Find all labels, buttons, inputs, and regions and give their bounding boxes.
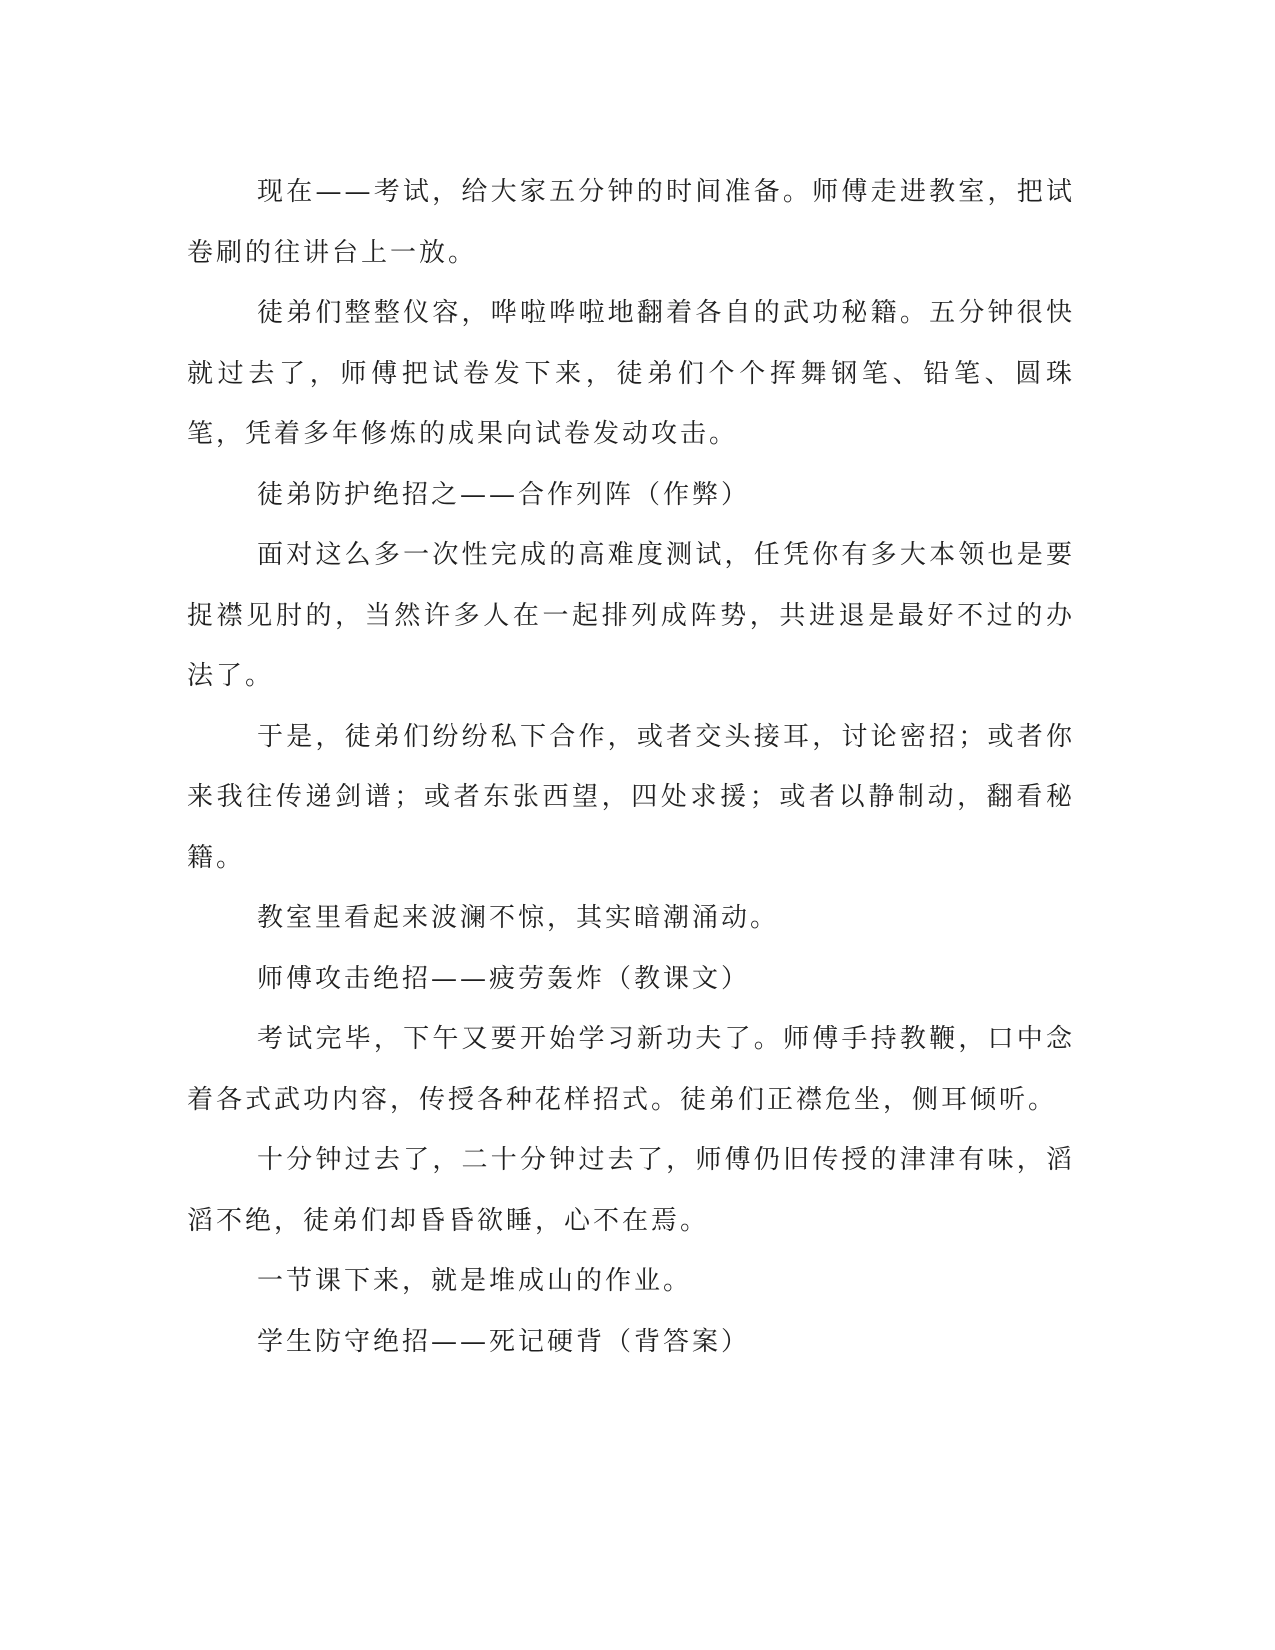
paragraph-4: 面对这么多一次性完成的高难度测试，任凭你有多大本领也是要捉襟见肘的，当然许多人在一起排列成阵势，共进退是最好不过的办法了。 bbox=[187, 540, 1075, 691]
paragraph-3: 徒弟防护绝招之——合作列阵（作弊） bbox=[257, 479, 751, 510]
paragraph-1: 现在——考试，给大家五分钟的时间准备。师傅走进教室，把试卷刷的往讲台上一放。 bbox=[187, 177, 1075, 268]
paragraph-9: 十分钟过去了，二十分钟过去了，师傅仍旧传授的津津有味，滔滔不绝，徒弟们却昏昏欲睡，心不在焉。 bbox=[187, 1145, 1075, 1236]
paragraph-6: 教室里看起来波澜不惊，其实暗潮涌动。 bbox=[257, 903, 780, 933]
paragraph-11: 学生防守绝招——死记硬背（背答案） bbox=[257, 1326, 751, 1357]
paragraph-10: 一节课下来，就是堆成山的作业。 bbox=[257, 1266, 693, 1296]
paragraph-5: 于是，徒弟们纷纷私下合作，或者交头接耳，讨论密招；或者你来我往传递剑谱；或者东张西望，四处求援；或者以静制动，翻看秘籍。 bbox=[187, 721, 1075, 873]
paragraph-7: 师傅攻击绝招——疲劳轰炸（教课文） bbox=[257, 963, 751, 994]
paragraph-2: 徒弟们整整仪容，哗啦哗啦地翻着各自的武功秘籍。五分钟很快就过去了，师傅把试卷发下来，徒弟们个个挥舞钢笔、铅笔、圆珠笔，凭着多年修炼的成果向试卷发动攻击。 bbox=[187, 298, 1075, 449]
document-body bbox=[187, 162, 1075, 1372]
paragraph-8: 考试完毕，下午又要开始学习新功夫了。师傅手持教鞭，口中念着各式武功内容，传授各种花样招式。徒弟们正襟危坐，侧耳倾听。 bbox=[187, 1024, 1075, 1115]
